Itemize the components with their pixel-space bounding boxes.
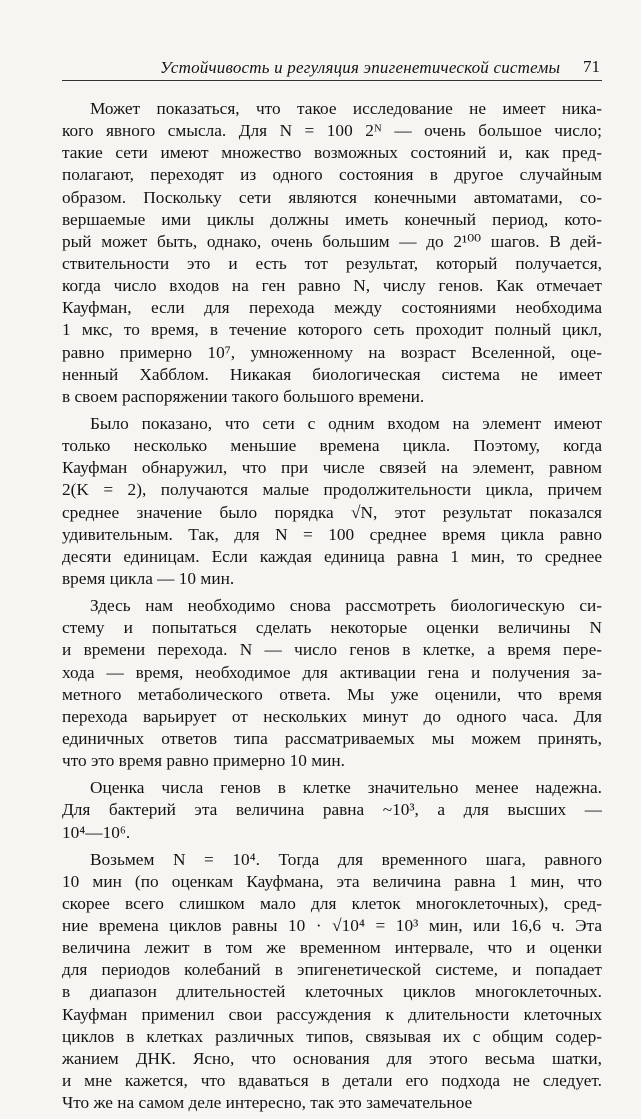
text-line: единичных ответов типа рассматриваемых мы можем принять,	[62, 728, 602, 748]
page-number: 71	[583, 57, 600, 76]
text-line: кого явного смысла. Для N = 100 2ᴺ — очень большое число;	[62, 121, 602, 141]
text-line: Кауфман, если для перехода между состояниями необходима	[62, 298, 602, 318]
text-line: когда число входов на ген равно N, числу генов. Как отмечает	[62, 276, 602, 296]
text-line: метного метаболического ответа. Мы уже оценили, что время	[62, 684, 602, 704]
text-line: Возьмем N = 10⁴. Тогда для временного шага, равного	[90, 849, 602, 869]
text-line: для периодов колебаний в эпигенетической системе, и попадает	[62, 960, 602, 980]
text-line: Здесь нам необходимо снова рассмотреть биологическую си-	[90, 596, 602, 616]
running-header	[62, 56, 602, 81]
paragraph	[62, 849, 602, 1115]
text-line: вершаемые ими циклы должны иметь конечный период, кото-	[62, 209, 602, 229]
paragraph	[62, 413, 602, 590]
page-body	[62, 98, 602, 1119]
text-line: 10 мин (по оценкам Кауфмана, эта величина равна 1 мин, что	[62, 871, 602, 891]
text-line: что это время равно примерно 10 мин.	[62, 751, 345, 771]
text-line: жанием ДНК. Ясно, что основания для этого весьма шатки,	[62, 1048, 602, 1068]
text-line: среднее значение было порядка √N, этот результат показался	[62, 502, 602, 522]
text-line: полагают, переходят из одного состояния в другое случайным	[62, 165, 602, 185]
text-line: Кауфман обнаружил, что при числе связей на элемент, равном	[62, 458, 602, 478]
text-line: ние времена циклов равны 10 · √10⁴ = 10³ мин, или 16,6 ч. Эта	[62, 916, 602, 936]
text-line: равно примерно 10⁷, умноженному на возраст Вселенной, оце-	[62, 342, 602, 362]
text-line: Оценка числа генов в клетке значительно менее надежна.	[90, 778, 602, 798]
text-line: 2(K = 2), получаются малые продолжительности цикла, причем	[62, 480, 602, 500]
text-line: в диапазон длительностей клеточных циклов многоклеточных.	[62, 982, 602, 1002]
text-line: рый может быть, однако, очень большим — до 2¹⁰⁰ шагов. В дей-	[62, 231, 602, 251]
text-line: и времени перехода. N — число генов в клетке, а время пере-	[62, 640, 602, 660]
text-line: хода — время, необходимое для активации гена и получения за-	[62, 662, 602, 682]
text-line: Для бактерий эта величина равна ~10³, а для высших —	[62, 800, 602, 820]
running-title: Устойчивость и регуляция эпигенетической системы	[160, 58, 561, 77]
text-line: скорее всего слишком мало для клеток многоклеточных), сред-	[62, 893, 602, 913]
paragraph	[62, 595, 602, 772]
text-line: 1 мкс, то время, в течение которого сеть проходит полный цикл,	[62, 320, 602, 340]
text-line: стему и попытаться сделать некоторые оценки величины N	[62, 618, 602, 638]
text-line: перехода варьирует от нескольких минут до одного часа. Для	[62, 706, 602, 726]
text-line: и мне кажется, что вдаваться в детали его подхода не следует.	[62, 1071, 602, 1091]
text-line: только несколько меньшие времена цикла. Поэтому, когда	[62, 436, 602, 456]
text-line: ненный Хабблом. Никакая биологическая система не имеет	[62, 364, 602, 384]
text-line: в своем распоряжении такого большого времени.	[62, 386, 425, 406]
paragraph	[62, 98, 602, 408]
text-line: Было показано, что сети с одним входом на элемент имеют	[90, 413, 602, 433]
text-line: ствительности это и есть тот результат, который получается,	[62, 253, 602, 273]
text-line: циклов в клетках различных типов, связывая их с общим содер-	[62, 1026, 602, 1046]
text-line: Кауфман применил свои рассуждения к длительности клеточных	[62, 1004, 602, 1024]
paragraph	[62, 777, 602, 843]
text-line: десяти единицам. Если каждая единица равна 1 мин, то среднее	[62, 546, 602, 566]
text-line: Может показаться, что такое исследование не имеет ника-	[90, 99, 602, 118]
text-line: Что же на самом деле интересно, так это замечательное	[62, 1093, 473, 1113]
text-line: такие сети имеют множество возможных состояний и, как пред-	[62, 143, 602, 163]
text-line: образом. Поскольку сети являются конечными автоматами, со-	[62, 187, 602, 207]
text-line: удивительным. Так, для N = 100 среднее время цикла равно	[62, 524, 602, 544]
text-line: время цикла — 10 мин.	[62, 568, 235, 588]
text-line: величина лежит в том же временном интервале, что и оценки	[62, 938, 602, 958]
text-line: 10⁴—10⁶.	[62, 822, 131, 842]
